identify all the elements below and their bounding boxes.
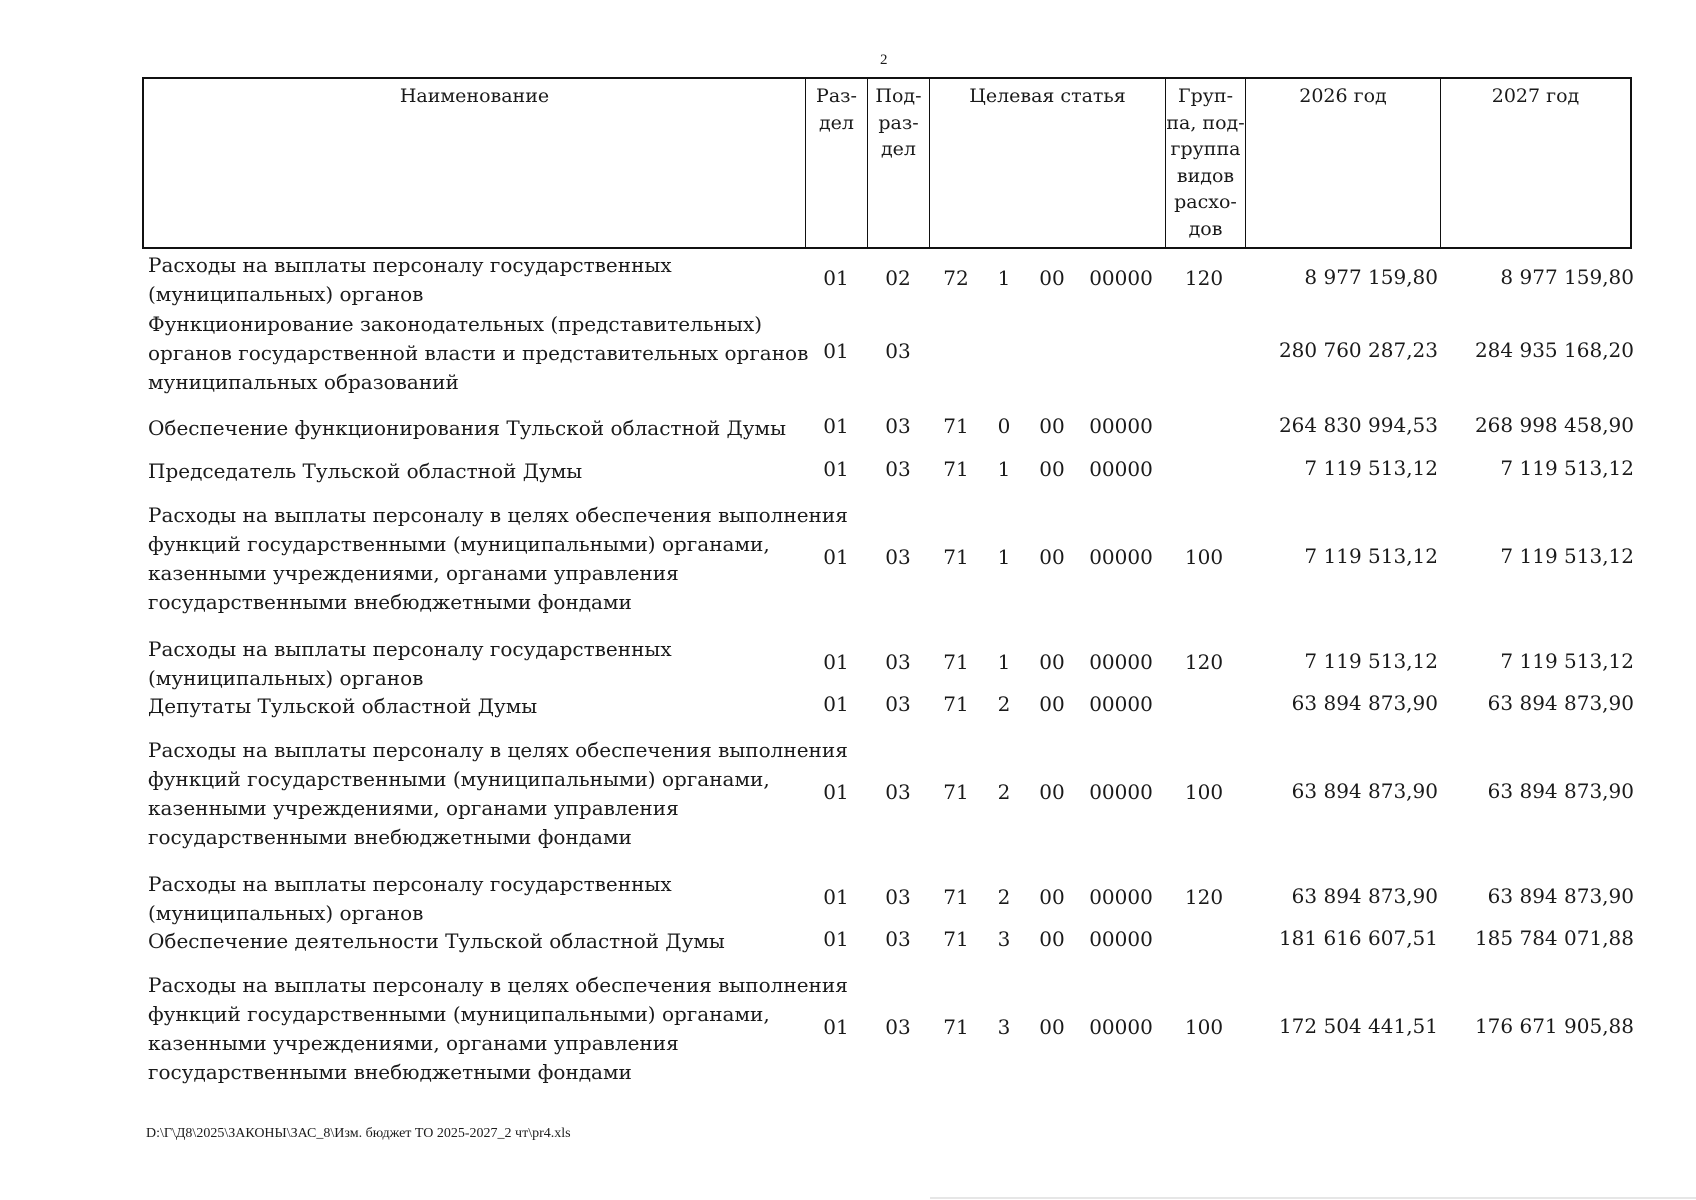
row-name xyxy=(148,457,808,486)
cell-2026: 7 119 513,12 xyxy=(1304,544,1438,568)
cell-podrazdel: 03 xyxy=(885,780,911,804)
cell-2026: 280 760 287,23 xyxy=(1278,338,1438,362)
cell-target-event: 00 xyxy=(1039,780,1065,804)
header-name-line: Наименование xyxy=(399,85,550,107)
cell-group: 120 xyxy=(1184,650,1224,674)
header-group-line: дов xyxy=(1188,217,1223,240)
header-podrazdel xyxy=(868,79,930,247)
cell-razdel: 01 xyxy=(823,266,849,290)
cell-razdel: 01 xyxy=(823,780,849,804)
cell-target-event: 00 xyxy=(1039,414,1065,438)
row-name-line: функций государственными (муниципальными) органами, xyxy=(148,1002,770,1026)
row-name-line: органов государственной власти и представительных органов xyxy=(148,341,809,365)
cell-podrazdel: 03 xyxy=(885,457,911,481)
header-2026 xyxy=(1246,79,1441,247)
row-name-line: казенными учреждениями, органами управления xyxy=(148,561,679,585)
cell-group: 120 xyxy=(1184,885,1224,909)
cell-2026: 7 119 513,12 xyxy=(1304,456,1438,480)
cell-group: 100 xyxy=(1184,545,1224,569)
cell-target-subprogram: 1 xyxy=(997,457,1011,481)
cell-razdel: 01 xyxy=(823,692,849,716)
header-podrazdel-line: раз- xyxy=(878,111,919,134)
cell-target-program: 71 xyxy=(943,692,969,716)
cell-podrazdel: 03 xyxy=(885,692,911,716)
cell-group: 100 xyxy=(1184,1015,1224,1039)
cell-razdel: 01 xyxy=(823,885,849,909)
cell-target-direction: 00000 xyxy=(1089,545,1153,569)
row-name-line: государственными внебюджетными фондами xyxy=(148,590,632,614)
cell-target-subprogram: 2 xyxy=(997,885,1011,909)
cell-target-event: 00 xyxy=(1039,1015,1065,1039)
cell-target-subprogram: 2 xyxy=(997,780,1011,804)
row-name-line: казенными учреждениями, органами управления xyxy=(148,796,679,820)
cell-razdel: 01 xyxy=(823,457,849,481)
cell-target-event: 00 xyxy=(1039,650,1065,674)
cell-2026: 172 504 441,51 xyxy=(1278,1014,1438,1038)
cell-podrazdel: 03 xyxy=(885,414,911,438)
header-group-line: па, под- xyxy=(1166,111,1245,134)
cell-2027: 268 998 458,90 xyxy=(1474,413,1634,437)
cell-target-program: 71 xyxy=(943,927,969,951)
header-2026-line: 2026 год xyxy=(1299,85,1387,107)
row-name xyxy=(148,414,808,443)
row-name-line: Обеспечение функционирования Тульской областной Думы xyxy=(148,416,787,440)
cell-target-subprogram: 1 xyxy=(997,650,1011,674)
row-name xyxy=(148,251,808,309)
cell-target-program: 71 xyxy=(943,457,969,481)
row-name-line: муниципальных образований xyxy=(148,370,459,394)
header-group-line: Груп- xyxy=(1177,85,1233,107)
scan-artifact-line xyxy=(930,1197,1696,1199)
cell-target-event: 00 xyxy=(1039,457,1065,481)
cell-2027: 7 119 513,12 xyxy=(1500,544,1634,568)
cell-target-program: 71 xyxy=(943,780,969,804)
row-name-line: Расходы на выплаты персоналу государственных xyxy=(148,637,672,661)
cell-target-direction: 00000 xyxy=(1089,885,1153,909)
row-name-line: Расходы на выплаты персоналу государственных xyxy=(148,872,672,896)
row-name xyxy=(148,692,808,721)
header-group xyxy=(1166,79,1246,247)
row-name-line: Председатель Тульской областной Думы xyxy=(148,459,583,483)
cell-group: 120 xyxy=(1184,266,1224,290)
table-header xyxy=(142,77,1632,249)
cell-target-subprogram: 2 xyxy=(997,692,1011,716)
cell-razdel: 01 xyxy=(823,545,849,569)
cell-2027: 63 894 873,90 xyxy=(1487,884,1634,908)
cell-2026: 63 894 873,90 xyxy=(1291,691,1438,715)
row-name-line: Депутаты Тульской областной Думы xyxy=(148,694,538,718)
header-group-line: видов xyxy=(1176,164,1235,187)
cell-target-program: 71 xyxy=(943,414,969,438)
header-name xyxy=(144,79,806,247)
header-group-line: расхо- xyxy=(1174,191,1237,213)
cell-target-direction: 00000 xyxy=(1089,692,1153,716)
cell-target-event: 00 xyxy=(1039,927,1065,951)
row-name xyxy=(148,635,808,693)
cell-2026: 8 977 159,80 xyxy=(1304,265,1438,289)
header-target xyxy=(930,79,1166,247)
cell-podrazdel: 03 xyxy=(885,339,911,363)
cell-target-event: 00 xyxy=(1039,266,1065,290)
cell-2027: 8 977 159,80 xyxy=(1500,265,1634,289)
cell-2026: 7 119 513,12 xyxy=(1304,649,1438,673)
header-2027-line: 2027 год xyxy=(1491,85,1580,107)
cell-target-subprogram: 3 xyxy=(997,1015,1011,1039)
row-name xyxy=(148,310,808,397)
cell-target-subprogram: 1 xyxy=(997,545,1011,569)
cell-target-event: 00 xyxy=(1039,692,1065,716)
cell-target-event: 00 xyxy=(1039,545,1065,569)
cell-podrazdel: 03 xyxy=(885,545,911,569)
cell-2027: 185 784 071,88 xyxy=(1474,926,1634,950)
cell-2027: 284 935 168,20 xyxy=(1474,338,1634,362)
cell-target-direction: 00000 xyxy=(1089,457,1153,481)
cell-podrazdel: 02 xyxy=(885,266,911,290)
cell-2026: 63 894 873,90 xyxy=(1291,779,1438,803)
cell-2026: 63 894 873,90 xyxy=(1291,884,1438,908)
header-group-line: группа xyxy=(1170,138,1241,160)
header-podrazdel-line: дел xyxy=(880,138,916,160)
cell-target-subprogram: 1 xyxy=(997,266,1011,290)
cell-target-subprogram: 0 xyxy=(997,414,1011,438)
cell-podrazdel: 03 xyxy=(885,650,911,674)
header-2027 xyxy=(1441,79,1630,247)
cell-target-program: 71 xyxy=(943,885,969,909)
header-razdel-line: Раз- xyxy=(816,85,857,107)
cell-group: 100 xyxy=(1184,780,1224,804)
cell-2027: 7 119 513,12 xyxy=(1500,649,1634,673)
cell-target-direction: 00000 xyxy=(1089,266,1153,290)
cell-2026: 181 616 607,51 xyxy=(1278,926,1438,950)
row-name-line: государственными внебюджетными фондами xyxy=(148,825,632,849)
cell-razdel: 01 xyxy=(823,339,849,363)
footer-file-path: D:\Г\Д8\2025\ЗАКОНЫ\ЗАС_8\Изм. бюджет ТО 2025-2027_2 чт\pr4.xls xyxy=(146,1126,571,1141)
row-name-line: (муниципальных) органов xyxy=(148,901,424,925)
cell-razdel: 01 xyxy=(823,650,849,674)
cell-razdel: 01 xyxy=(823,414,849,438)
cell-target-program: 72 xyxy=(943,266,969,290)
row-name-line: Расходы на выплаты персоналу государственных xyxy=(148,253,672,277)
row-name-line: Расходы на выплаты персоналу в целях обеспечения выполнения xyxy=(148,738,848,762)
row-name-line: Обеспечение деятельности Тульской областной Думы xyxy=(148,929,725,953)
header-razdel xyxy=(806,79,868,247)
row-name-line: Функционирование законодательных (представительных) xyxy=(148,312,763,336)
header-razdel-line: дел xyxy=(818,111,854,134)
cell-target-subprogram: 3 xyxy=(997,927,1011,951)
cell-2027: 7 119 513,12 xyxy=(1500,456,1634,480)
row-name-line: Расходы на выплаты персоналу в целях обеспечения выполнения xyxy=(148,973,848,997)
cell-razdel: 01 xyxy=(823,927,849,951)
row-name-line: казенными учреждениями, органами управления xyxy=(148,1031,679,1055)
cell-2027: 63 894 873,90 xyxy=(1487,779,1634,803)
cell-target-event: 00 xyxy=(1039,885,1065,909)
cell-2027: 176 671 905,88 xyxy=(1474,1014,1634,1038)
cell-target-program: 71 xyxy=(943,545,969,569)
cell-podrazdel: 03 xyxy=(885,1015,911,1039)
cell-podrazdel: 03 xyxy=(885,927,911,951)
page-number: 2 xyxy=(880,52,888,68)
cell-target-direction: 00000 xyxy=(1089,650,1153,674)
row-name xyxy=(148,927,808,956)
cell-2026: 264 830 994,53 xyxy=(1278,413,1438,437)
cell-target-direction: 00000 xyxy=(1089,1015,1153,1039)
cell-target-direction: 00000 xyxy=(1089,927,1153,951)
row-name-line: Расходы на выплаты персоналу в целях обеспечения выполнения xyxy=(148,503,848,527)
cell-target-direction: 00000 xyxy=(1089,780,1153,804)
header-podrazdel-line: Под- xyxy=(875,85,922,107)
row-name-line: функций государственными (муниципальными) органами, xyxy=(148,532,770,556)
header-target-line: Целевая статья xyxy=(969,85,1126,107)
cell-target-program: 71 xyxy=(943,650,969,674)
row-name-line: функций государственными (муниципальными) органами, xyxy=(148,767,770,791)
cell-podrazdel: 03 xyxy=(885,885,911,909)
cell-target-direction: 00000 xyxy=(1089,414,1153,438)
row-name-line: (муниципальных) органов xyxy=(148,666,424,690)
cell-razdel: 01 xyxy=(823,1015,849,1039)
row-name xyxy=(148,870,808,928)
cell-target-program: 71 xyxy=(943,1015,969,1039)
row-name-line: государственными внебюджетными фондами xyxy=(148,1060,632,1084)
cell-2027: 63 894 873,90 xyxy=(1487,691,1634,715)
row-name-line: (муниципальных) органов xyxy=(148,282,424,306)
